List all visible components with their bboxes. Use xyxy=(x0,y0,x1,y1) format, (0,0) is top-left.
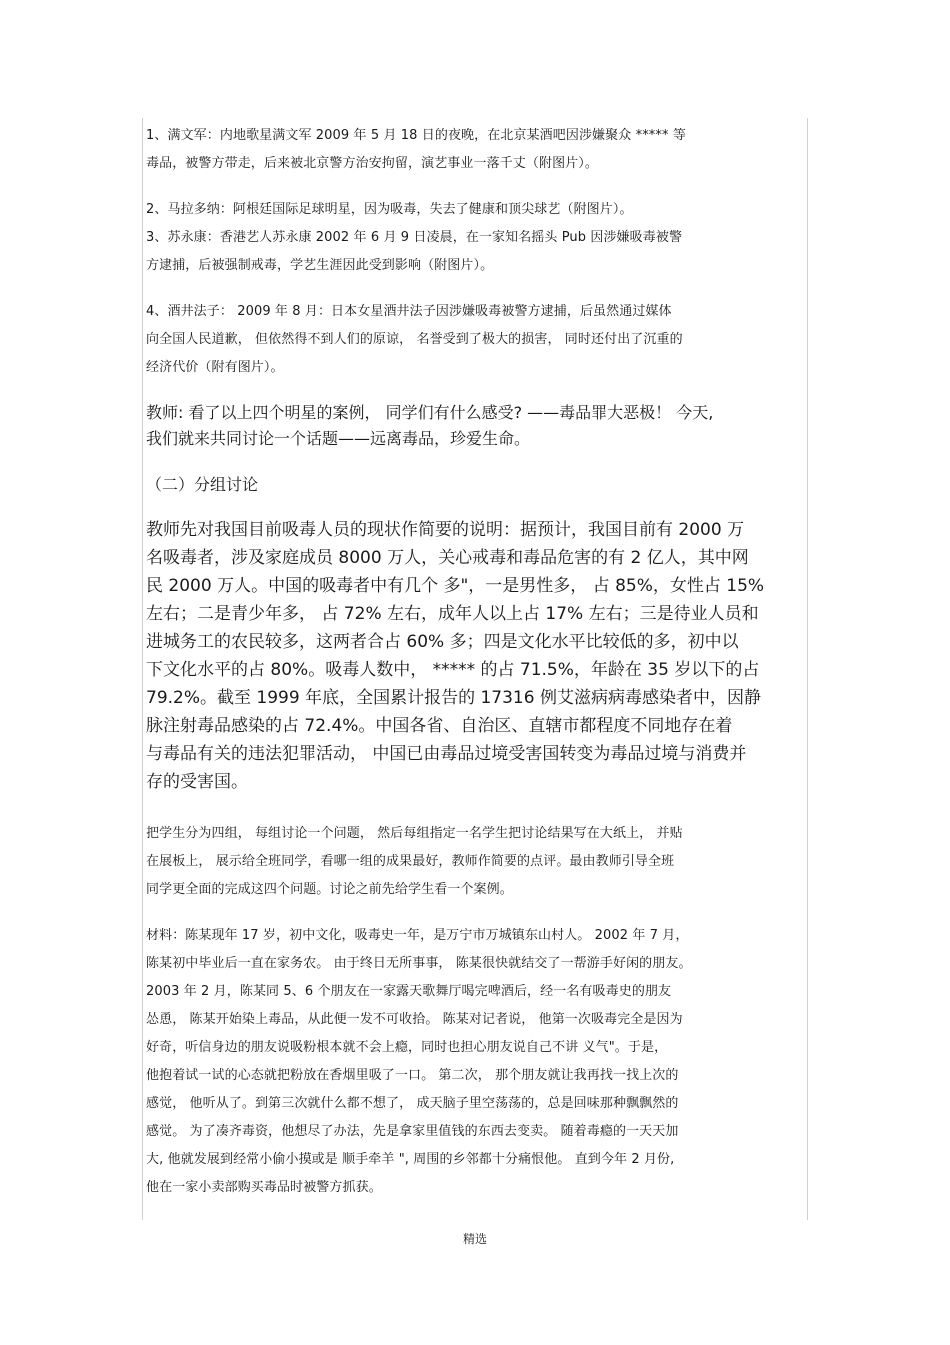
case-line: 1、满文军：内地歌星满文军 2009 年 5 月 18 日的夜晚，在北京某酒吧因涉嫌聚众 ***** 等 xyxy=(146,128,686,143)
case-4 xyxy=(146,298,806,382)
page-footer: 精选 xyxy=(462,1232,487,1246)
case-3 xyxy=(146,224,806,280)
teacher-intro xyxy=(146,400,806,452)
teacher-intro-line: 教师: 看了以上四个明星的案例， 同学们有什么感受? ——毒品罪大恶极！ 今天, xyxy=(146,403,714,422)
explain-line: 下文化水平的占 80%。吸毒人数中， ***** 的占 71.5%，年龄在 35 岁以下的占 xyxy=(146,660,760,680)
teacher-intro-line: 我们就来共同讨论一个话题——远离毒品，珍爱生命。 xyxy=(146,429,531,448)
explain-line: 脉注射毒品感染的占 72.4%。中国各省、自治区、直辖市都程度不同地存在着 xyxy=(146,716,733,736)
explain-line: 民 2000 万人。中国的吸毒者中有几个 多"，一是男性多， 占 85%，女性占 15% xyxy=(146,576,765,596)
material-line: 陈某初中毕业后一直在家务农。 由于终日无所事事， 陈某很快就结交了一帮游手好闲的朋友。 xyxy=(146,956,692,971)
material-line: 感觉。 为了凑齐毒资，他想尽了办法，先是拿家里值钱的东西去变卖。 随着毒瘾的一天天加 xyxy=(146,1124,679,1139)
material-paragraph xyxy=(146,922,806,1202)
case-line: 2、马拉多纳：阿根廷国际足球明星，因为吸毒，失去了健康和顶尖球艺（附图片）。 xyxy=(146,202,633,217)
grouping-paragraph xyxy=(146,820,806,904)
explain-line: 进城务工的农民较多，这两者合占 60% 多；四是文化水平比较低的多，初中以 xyxy=(146,632,739,652)
material-line: 材料：陈某现年 17 岁，初中文化，吸毒史一年，是万宁市万城镇东山村人。 2002 年 7 月， xyxy=(146,928,689,943)
case-line: 毒品，被警方带走，后来被北京警方治安拘留，演艺事业一落千丈（附图片）。 xyxy=(146,156,599,171)
material-line: 他抱着试一试的心态就把粉放在香烟里吸了一口。 第二次， 那个朋友就让我再找一找上次的 xyxy=(146,1068,679,1083)
material-line: 好奇，听信身边的朋友说吸粉根本就不会上瘾，同时也担心朋友说自己不讲 义气"。于是， xyxy=(146,1040,668,1055)
explain-line: 79.2%。截至 1999 年底，全国累计报告的 17316 例艾滋病病毒感染者中，因静 xyxy=(146,688,761,708)
material-line: 他在一家小卖部购买毒品时被警方抓获。 xyxy=(146,1180,382,1195)
explain-line: 名吸毒者，涉及家庭成员 8000 万人，关心戒毒和毒品危害的有 2 亿人，其中网 xyxy=(146,548,749,568)
explain-line: 与毒品有关的违法犯罪活动， 中国已由毒品过境受害国转变为毒品过境与消费并 xyxy=(146,744,747,764)
material-line: 2003 年 2 月，陈某同 5、6 个朋友在一家露天歌舞厅喝完啤酒后，经一名有吸毒史的朋友 xyxy=(146,984,672,999)
case-line: 3、苏永康：香港艺人苏永康 2002 年 6 月 9 日凌晨，在一家知名摇头 Pub 因涉嫌吸毒被警 xyxy=(146,230,683,245)
explain-line: 存的受害国。 xyxy=(146,772,248,792)
case-line: 向全国人民道歉， 但依然得不到人们的原谅， 名誉受到了极大的损害， 同时还付出了沉重的 xyxy=(146,332,683,347)
case-line: 4、酒井法子： 2009 年 8 月：日本女星酒井法子因涉嫌吸毒被警方逮捕，后虽然通过媒体 xyxy=(146,304,672,319)
section-heading-text: （二）分组讨论 xyxy=(146,475,259,494)
explain-line: 左右；二是青少年多， 占 72% 左右，成年人以上占 17% 左右；三是待业人员和 xyxy=(146,604,759,624)
case-line: 经济代价（附有图片）。 xyxy=(146,360,284,375)
teacher-explain xyxy=(146,516,806,796)
grouping-line: 把学生分为四组， 每组讨论一个问题， 然后每组指定一名学生把讨论结果写在大纸上， 并贴 xyxy=(146,826,683,841)
grouping-line: 在展板上， 展示给全班同学，看哪一组的成果最好，教师作简要的点评。最由教师引导全班 xyxy=(146,854,675,869)
case-2 xyxy=(146,196,806,224)
explain-line: 教师先对我国目前吸毒人员的现状作简要的说明：据预计，我国目前有 2000 万 xyxy=(146,520,745,540)
material-line: 怂恿， 陈某开始染上毒品，从此便一发不可收拾。 陈某对记者说， 他第一次吸毒完全是因为 xyxy=(146,1012,683,1027)
case-line: 方逮捕，后被强制戒毒，学艺生涯因此受到影响（附图片）。 xyxy=(146,258,494,273)
material-line: 大, 他就发展到经常小偷小摸或是 顺手牵羊 ", 周围的乡邻都十分痛恨他。 直到今年 2 月份, xyxy=(146,1152,675,1167)
material-line: 感觉， 他听从了。到第三次就什么都不想了， 成天脑子里空荡荡的，总是回味那种飘飘然的 xyxy=(146,1096,679,1111)
case-1 xyxy=(146,122,806,178)
grouping-line: 同学更全面的完成这四个问题。讨论之前先给学生看一个案例。 xyxy=(146,882,513,897)
section-heading xyxy=(146,472,806,498)
